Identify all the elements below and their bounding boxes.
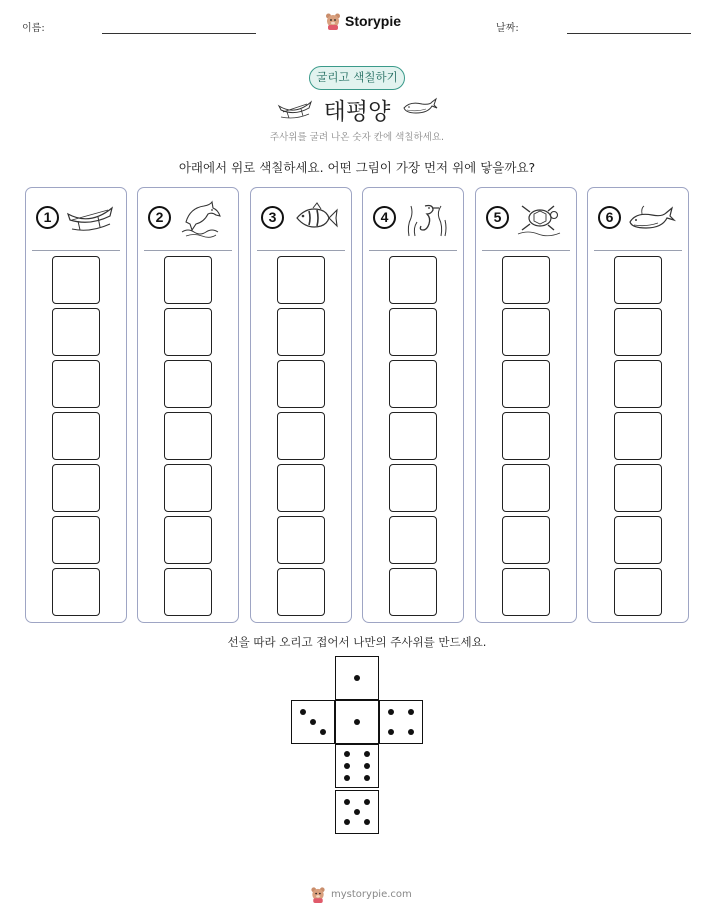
dice-face-top[interactable] [335, 656, 379, 700]
dice-pip [364, 763, 370, 769]
dice-pip [408, 709, 414, 715]
column-number: 4 [373, 206, 396, 229]
dice-pip [354, 675, 360, 681]
color-box[interactable] [277, 516, 325, 564]
column-divider [32, 250, 120, 251]
color-box[interactable] [277, 568, 325, 616]
sea-turtle-icon [514, 200, 566, 238]
color-box[interactable] [164, 516, 212, 564]
color-box[interactable] [614, 464, 662, 512]
color-box[interactable] [614, 516, 662, 564]
color-box[interactable] [389, 568, 437, 616]
dice-face-lower[interactable] [335, 744, 379, 788]
color-box[interactable] [277, 308, 325, 356]
color-box[interactable] [389, 516, 437, 564]
canoe-icon [277, 98, 313, 120]
page-subtitle: 주사위를 굴려 나온 숫자 칸에 색칠하세요. [269, 132, 445, 143]
color-box[interactable] [389, 464, 437, 512]
color-box[interactable] [52, 308, 100, 356]
column-divider [144, 250, 232, 251]
color-box[interactable] [389, 412, 437, 460]
dice-pip [310, 719, 316, 725]
color-box[interactable] [52, 464, 100, 512]
dice-pip [320, 729, 326, 735]
color-box[interactable] [52, 360, 100, 408]
dice-instruction: 선을 따라 오리고 접어서 나만의 주사위를 만드세요. [227, 635, 487, 649]
dice-pip [364, 819, 370, 825]
column-divider [594, 250, 682, 251]
bear-icon [310, 886, 326, 903]
dice-face-center[interactable] [335, 700, 379, 744]
race-column-5 [475, 187, 577, 623]
dice-pip [354, 809, 360, 815]
color-box[interactable] [52, 568, 100, 616]
race-column-1 [25, 187, 127, 623]
color-box[interactable] [277, 256, 325, 304]
dice-pip [344, 763, 350, 769]
color-box[interactable] [277, 412, 325, 460]
color-box[interactable] [389, 308, 437, 356]
dice-face-bottom[interactable] [335, 790, 379, 834]
color-box[interactable] [277, 360, 325, 408]
color-box[interactable] [164, 308, 212, 356]
color-box[interactable] [614, 256, 662, 304]
dice-pip [408, 729, 414, 735]
column-header [36, 202, 116, 236]
column-header [598, 202, 678, 236]
column-header [486, 202, 566, 236]
color-box[interactable] [389, 256, 437, 304]
dice-pip [344, 799, 350, 805]
dice-pip [344, 751, 350, 757]
canoe-icon [64, 200, 116, 238]
color-box[interactable] [164, 256, 212, 304]
color-box[interactable] [502, 516, 550, 564]
footer [310, 886, 412, 903]
dice-pip [388, 709, 394, 715]
dice-pip [354, 719, 360, 725]
color-box[interactable] [502, 256, 550, 304]
column-header [148, 202, 228, 236]
color-box[interactable] [614, 412, 662, 460]
dolphin-icon [176, 200, 228, 238]
color-box[interactable] [614, 360, 662, 408]
name-field-line[interactable] [102, 33, 256, 34]
color-box[interactable] [164, 412, 212, 460]
race-column-6 [587, 187, 689, 623]
color-box[interactable] [52, 516, 100, 564]
date-field-line[interactable] [567, 33, 691, 34]
dice-face-right[interactable] [379, 700, 423, 744]
color-box[interactable] [52, 412, 100, 460]
color-box[interactable] [164, 360, 212, 408]
page-title: 태평양 [323, 99, 391, 125]
bear-icon [325, 12, 341, 30]
brand-name: Storypie [345, 13, 402, 29]
dice-pip [364, 775, 370, 781]
race-column-2 [137, 187, 239, 623]
footer-url: mystorypie.com [331, 889, 412, 900]
column-header [373, 202, 453, 236]
color-box[interactable] [614, 308, 662, 356]
date-label: 날짜: [496, 23, 519, 34]
column-divider [369, 250, 457, 251]
activity-tag: 굴리고 색칠하기 [309, 66, 405, 90]
brand-logo [325, 12, 401, 30]
whale-icon [402, 96, 438, 118]
color-box[interactable] [502, 568, 550, 616]
color-box[interactable] [277, 464, 325, 512]
dice-face-left[interactable] [291, 700, 335, 744]
color-box[interactable] [502, 308, 550, 356]
color-box[interactable] [164, 568, 212, 616]
color-box[interactable] [502, 464, 550, 512]
color-box[interactable] [614, 568, 662, 616]
name-label: 이름: [22, 23, 45, 34]
color-box[interactable] [389, 360, 437, 408]
instruction-text: 아래에서 위로 색칠하세요. 어떤 그림이 가장 먼저 위에 닿을까요? [178, 160, 536, 175]
dice-pip [388, 729, 394, 735]
column-divider [482, 250, 570, 251]
column-number: 6 [598, 206, 621, 229]
column-divider [257, 250, 345, 251]
color-box[interactable] [502, 412, 550, 460]
race-column-3 [250, 187, 352, 623]
dice-pip [300, 709, 306, 715]
race-column-4 [362, 187, 464, 623]
seahorse-icon [401, 200, 453, 238]
column-number: 5 [486, 206, 509, 229]
column-number: 3 [261, 206, 284, 229]
dice-pip [344, 775, 350, 781]
color-box[interactable] [164, 464, 212, 512]
whale-icon [626, 200, 678, 238]
dice-pip [364, 751, 370, 757]
color-box[interactable] [52, 256, 100, 304]
column-number: 2 [148, 206, 171, 229]
color-box[interactable] [502, 360, 550, 408]
column-header [261, 202, 341, 236]
dice-pip [344, 819, 350, 825]
column-number: 1 [36, 206, 59, 229]
fish-icon [289, 200, 341, 238]
dice-pip [364, 799, 370, 805]
